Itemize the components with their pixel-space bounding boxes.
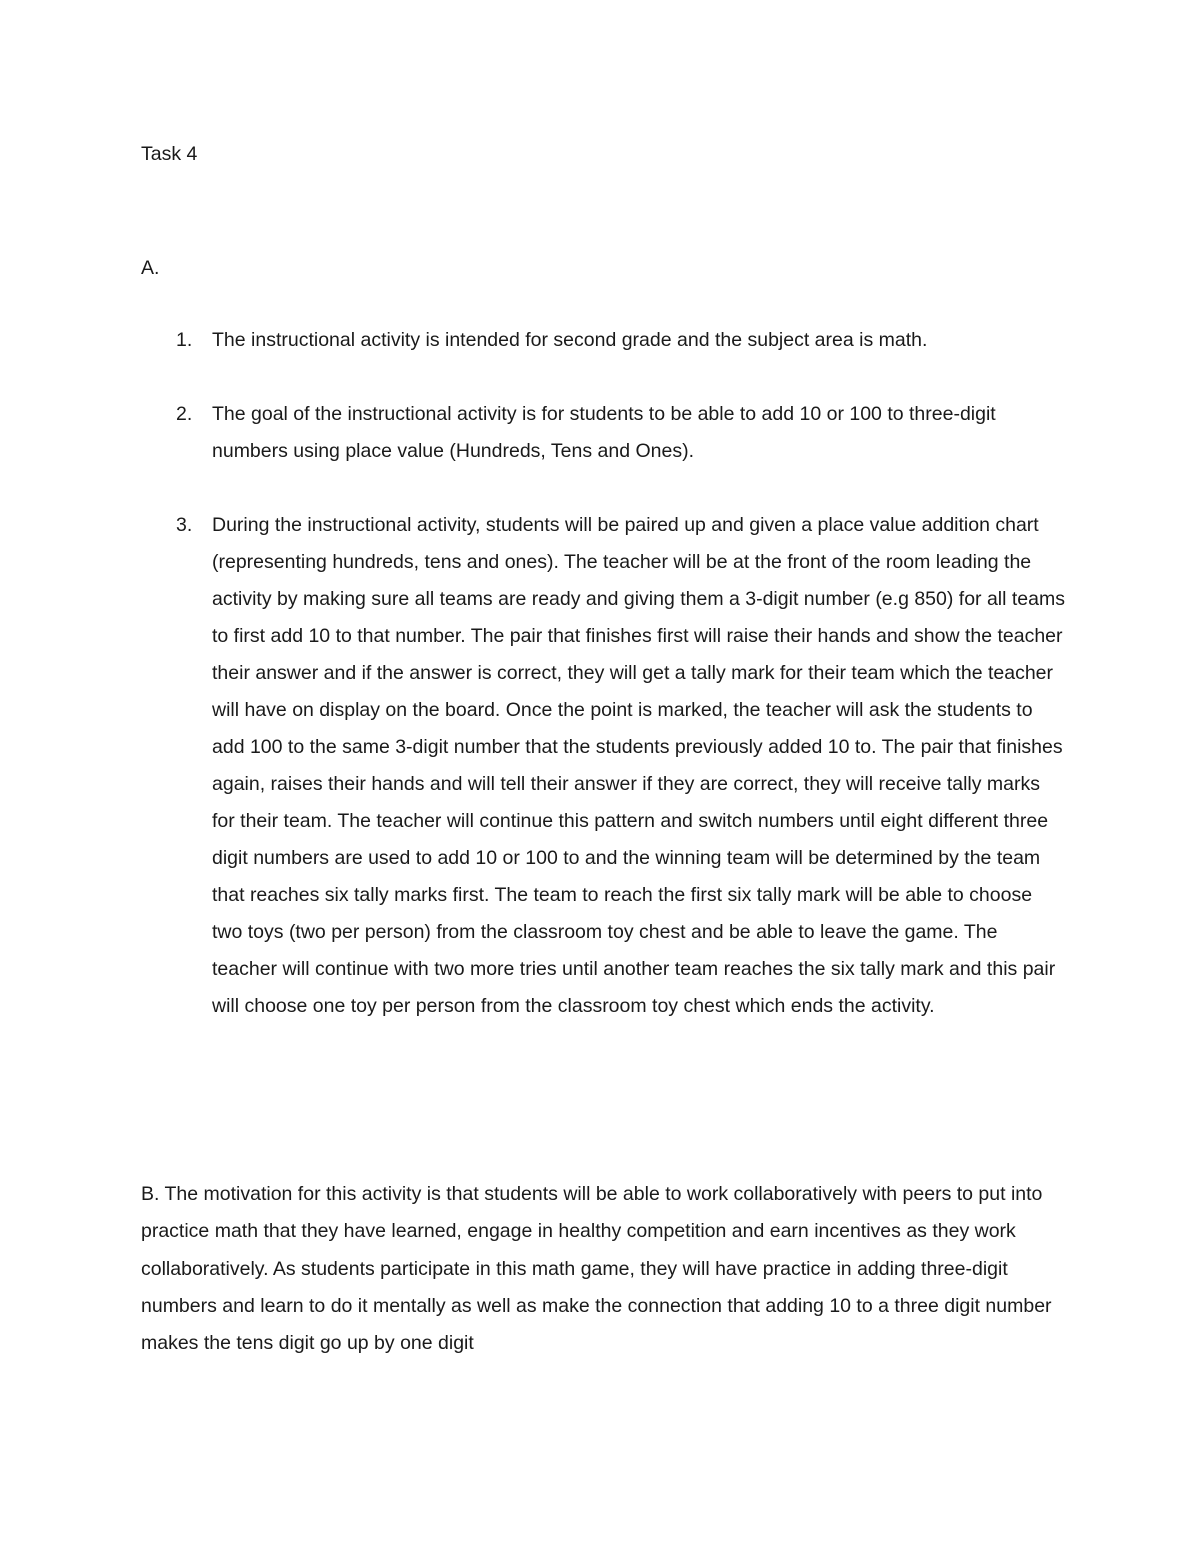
document-title: Task 4	[141, 143, 198, 165]
list-item	[141, 322, 1071, 359]
section-a-list	[141, 322, 1071, 1062]
list-item-text: The goal of the instructional activity is for students to be able to add 10 or 100 to three-digit numbers using place value (Hundreds, Tens and Ones).	[212, 403, 996, 462]
list-item-number: 2.	[176, 403, 193, 425]
list-item	[141, 396, 1071, 470]
section-b-paragraph: B. The motivation for this activity is that students will be able to work collaboratively with peers to put into practice math that they have learned, engage in healthy competition and earn incentives as they work collaboratively. As students participate in this math game, they will have practice in adding three-digit numbers and learn to do it mentally as well as make the connection that adding 10 to a three digit number makes the tens digit go up by one digit	[141, 1183, 1052, 1355]
list-item-text: During the instructional activity, students will be paired up and given a place value addition chart (representing hundreds, tens and ones). The teacher will be at the front of the room leading the activity by making sure all teams are ready and giving them a 3-digit number (e.g 850) for all teams to first add 10 to that number. The pair that finishes first will raise their hands and show the teacher their answer and if the answer is correct, they will get a tally mark for their team which the teacher will have on display on the board. Once the point is marked, the teacher will ask the students to add 100 to the same 3-digit number that the students previously added 10 to. The pair that finishes again, raises their hands and will tell their answer if they are correct, they will receive tally marks for their team. The teacher will continue this pattern and switch numbers until eight different three digit numbers are used to add 10 or 100 to and the winning team will be determined by the team that reaches six tally marks first. The team to reach the first six tally mark will be able to choose two toys (two per person) from the classroom toy chest and be able to leave the game. The teacher will continue with two more tries until another team reaches the six tally mark and this pair will choose one toy per person from the classroom toy chest which ends the activity.	[212, 514, 1065, 1017]
list-item-text: The instructional activity is intended for second grade and the subject area is math.	[212, 329, 928, 351]
list-item-number: 1.	[176, 329, 193, 351]
list-item	[141, 507, 1071, 1025]
list-item-number: 3.	[176, 514, 193, 536]
section-a-label: A.	[141, 257, 160, 279]
